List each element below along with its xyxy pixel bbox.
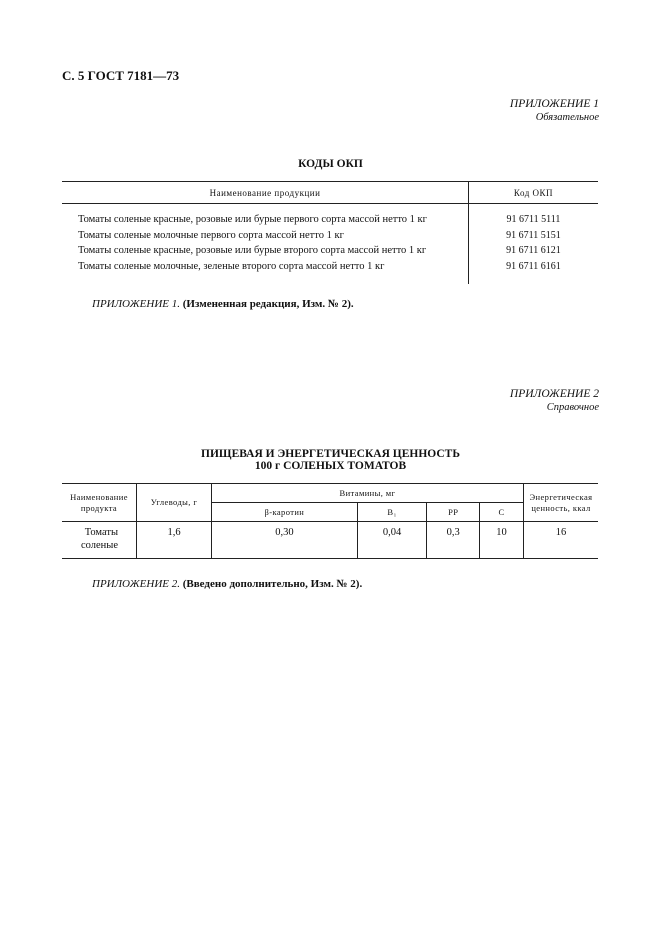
column-header-c: C — [479, 503, 523, 522]
okp-code: 91 6711 5111 — [506, 214, 561, 226]
table-row — [62, 228, 598, 244]
table-row — [62, 243, 598, 259]
appendix2-heading — [510, 388, 599, 414]
table-row — [62, 259, 598, 285]
appendix1-note-text: (Измененная редакция, Изм. № 2). — [182, 298, 354, 310]
product-name: Томаты соленые — [62, 522, 137, 559]
product-name: Томаты соленые молочные, зеленые второго сорта массой нетто 1 кг — [62, 259, 469, 285]
column-header-energy: Энергетическая ценность, ккал — [524, 484, 599, 522]
appendix2-note — [92, 578, 362, 590]
table-row — [62, 522, 598, 559]
appendix2-title-line1: ПИЩЕВАЯ И ЭНЕРГЕТИЧЕСКАЯ ЦЕННОСТЬ — [201, 448, 460, 460]
appendix2-note-text: (Введено дополнительно, Изм. № 2). — [182, 578, 363, 590]
appendix2-title-line2: 100 г СОЛЕНЫХ ТОМАТОВ — [254, 460, 407, 472]
okp-code: 91 6711 6161 — [506, 260, 561, 272]
appendix2-title — [0, 448, 661, 472]
column-header-product: Наименование продукции — [62, 182, 469, 204]
appendix1-note-label: ПРИЛОЖЕНИЕ 1. — [92, 298, 180, 310]
appendix2-note-label: ПРИЛОЖЕНИЕ 2. — [92, 578, 180, 590]
column-header-carbs: Углеводы, г — [137, 484, 212, 522]
nutrition-table — [62, 483, 598, 559]
appendix2-label: ПРИЛОЖЕНИЕ 2 — [509, 388, 599, 400]
beta-carotene-value: 0,30 — [212, 522, 358, 559]
column-header-pp: PP — [427, 503, 480, 522]
product-name: Томаты соленые красные, розовые или бурые второго сорта массой нетто 1 кг — [62, 243, 469, 259]
okp-code: 91 6711 5151 — [506, 229, 561, 241]
appendix1-status: Обязательное — [535, 112, 599, 123]
okp-codes-table — [62, 181, 598, 284]
appendix1-title: КОДЫ ОКП — [298, 158, 363, 170]
page-header: С. 5 ГОСТ 7181—73 — [62, 68, 180, 83]
c-value: 10 — [479, 522, 523, 559]
appendix2-status: Справочное — [546, 402, 599, 413]
column-header-beta-carotene: β-каротин — [212, 503, 358, 522]
appendix1-label: ПРИЛОЖЕНИЕ 1 — [509, 98, 599, 110]
energy-value: 16 — [524, 522, 599, 559]
pp-value: 0,3 — [427, 522, 480, 559]
carbs-value: 1,6 — [137, 522, 212, 559]
column-header-vitamins: Витамины, мг — [212, 484, 524, 503]
column-header-code: Код ОКП — [469, 182, 599, 204]
product-name: Томаты соленые красные, розовые или бурые первого сорта массой нетто 1 кг — [62, 204, 469, 228]
column-header-b1: B₁ — [357, 503, 427, 522]
appendix1-note — [92, 298, 354, 310]
product-name: Томаты соленые молочные первого сорта массой нетто 1 кг — [62, 228, 469, 244]
column-header-product: Наименование продукта — [62, 484, 137, 522]
okp-code: 91 6711 6121 — [506, 245, 561, 257]
table-row — [62, 204, 598, 228]
b1-value: 0,04 — [357, 522, 427, 559]
appendix1-heading — [510, 98, 599, 124]
